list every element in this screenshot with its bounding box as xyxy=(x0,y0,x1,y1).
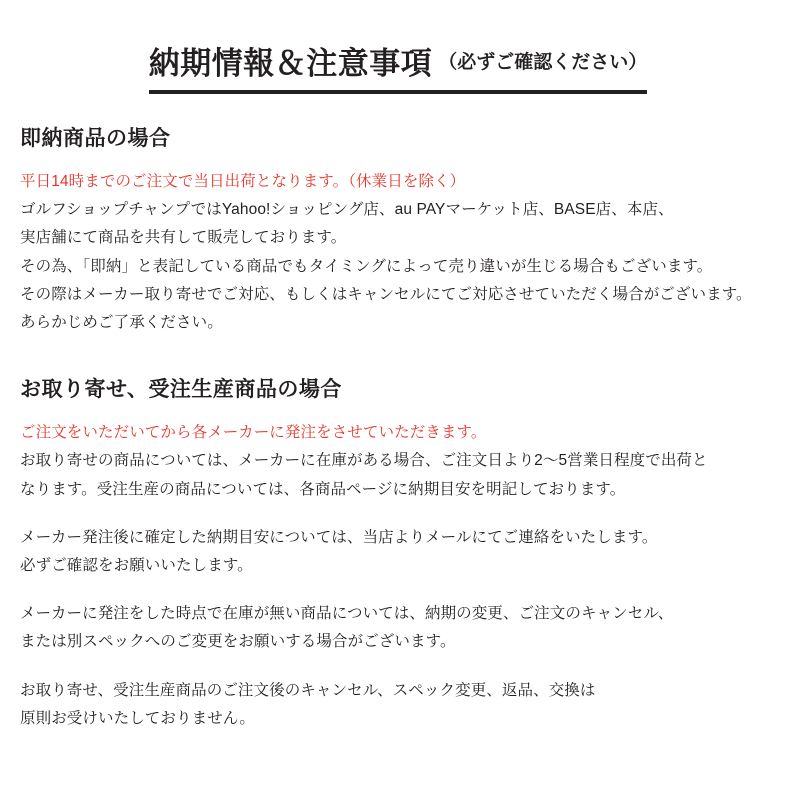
paragraph-line: 必ずご確認をお願いいたします。 xyxy=(20,557,253,575)
title-sub-text: （必ずご確認ください） xyxy=(438,52,648,73)
paragraph-line: お取り寄せ、受注生産商品のご注文後のキャンセル、スペック変更、返品、交換は xyxy=(20,681,596,699)
title-main-text: 納期情報＆注意事項 xyxy=(148,46,433,81)
section-body xyxy=(20,168,778,337)
paragraph-line: 原則お受けいたしておりません。 xyxy=(20,709,255,727)
paragraph-line: 実店舗にて商品を共有して販売しております。 xyxy=(20,229,347,247)
paragraph-line: その為、「即納」と表記している商品でもタイミングによって売り違いが生じる場合もございます。 xyxy=(20,257,713,275)
page-title xyxy=(18,34,778,96)
paragraph-line: ゴルフショップチャンプではYahoo!ショッピング店、au PAYマーケット店、BASE店、本店、 xyxy=(20,201,674,219)
section-heading: お取り寄せ、受注生産商品の場合 xyxy=(20,378,342,402)
paragraph-line: または別スペックへのご変更をお願いする場合がございます。 xyxy=(20,633,456,651)
section-heading: 即納商品の場合 xyxy=(20,127,171,150)
paragraph-line: お取り寄せの商品については、メーカーに在庫がある場合、ご注文日より2〜5営業日程度で出荷と xyxy=(20,452,708,470)
paragraph-line: あらかじめご了承ください。 xyxy=(20,314,223,332)
paragraph-line: メーカーに発注をした時点で在庫が無い商品については、納期の変更、ご注文のキャンセル、 xyxy=(20,605,674,623)
section-immediate-shipping xyxy=(18,122,778,337)
title-underline-wrapper xyxy=(149,38,648,94)
section-body xyxy=(20,419,778,733)
paragraph-line: ご注文をいただいてから各メーカーに発注をさせていただきます。 xyxy=(20,424,487,442)
paragraph-line: メーカー発注後に確定した納期目安については、当店よりメールにてご連絡をいたします。 xyxy=(20,528,658,546)
paragraph-line: 平日14時までのご注文で当日出荷となります。（休業日を除く） xyxy=(20,173,466,190)
section-backorder-madetoorder xyxy=(18,373,778,733)
paragraph-line: その際はメーカー取り寄せでご対応、もしくはキャンセルにてご対応させていただく場合がございます。 xyxy=(20,285,752,303)
paragraph-line: なります。受注生産の商品については、各商品ページに納期目安を明記しております。 xyxy=(20,480,626,498)
